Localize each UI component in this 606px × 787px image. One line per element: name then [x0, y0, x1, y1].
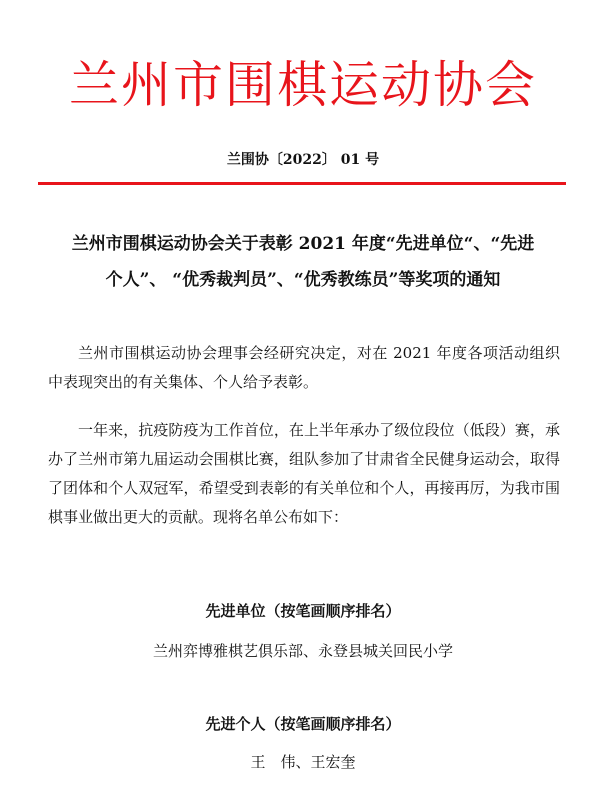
red-divider-line	[38, 182, 566, 185]
body-paragraph-2: 一年来，抗疫防疫为工作首位，在上半年承办了级位段位（低段）赛，承办了兰州市第九届运动会围棋比赛，组队参加了甘肃省全民健身运动会，取得了团体和个人双冠军，希望受到表彰的有关单位和个人，再接再厉，为我市围棋事业做出更大的贡献。现将名单公布如下：	[48, 421, 560, 526]
notice-title-line-2: 个人”、 “优秀裁判员”、“优秀教练员”等奖项的通知	[105, 270, 501, 290]
notice-title-line-1: 兰州市围棋运动协会关于表彰 2021 年度“先进单位“、“先进	[71, 234, 535, 254]
body-paragraph-1: 兰州市围棋运动协会理事会经研究决定，对在 2021 年度各项活动组织中表现突出的有关集体、个人给予表彰。	[48, 344, 560, 391]
organization-title: 兰州市围棋运动协会	[69, 56, 537, 114]
document-number: 兰围协〔2022〕 01 号	[226, 152, 380, 168]
notice-title	[44, 226, 562, 298]
section-content-advanced-units: 兰州弈博雅棋艺俱乐部、永登县城关回民小学	[152, 642, 453, 660]
section-content-advanced-individuals: 王 伟、王宏奎	[250, 753, 356, 771]
section-heading-advanced-units: 先进单位（按笔画顺序排名）	[205, 602, 401, 620]
section-heading-advanced-individuals: 先进个人（按笔画顺序排名）	[205, 715, 401, 733]
